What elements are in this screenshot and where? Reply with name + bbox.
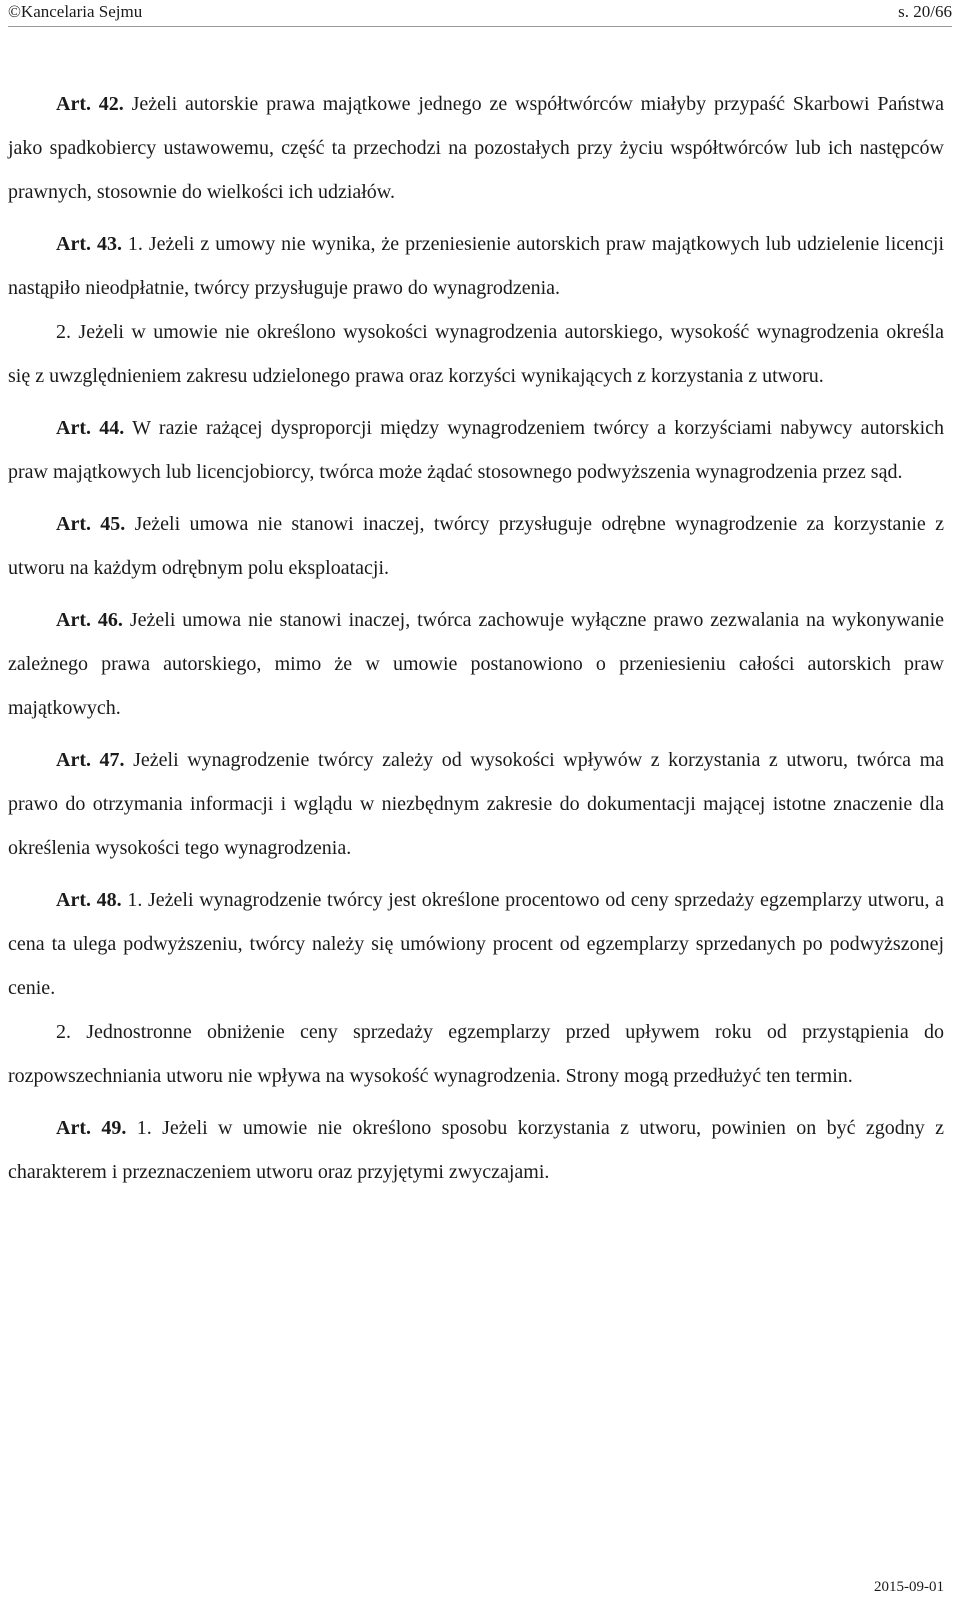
article-48-para-1 — [8, 878, 944, 1010]
page-header — [8, 0, 952, 27]
article-46 — [8, 598, 944, 730]
article-label: Art. 45. — [56, 513, 126, 535]
article-text: 2. Jeżeli w umowie nie określono wysokości wynagrodzenia autorskiego, wysokość wynagrodzenia określa się z uwzględnieniem zakresu udzielonego prawa oraz korzyści wynikających z korzystania z utworu. — [8, 321, 944, 387]
article-label: Art. 42. — [56, 93, 124, 115]
article-label: Art. 48. — [56, 889, 122, 911]
copyright-label: ©Kancelaria Sejmu — [8, 2, 143, 21]
article-text: 1. Jeżeli z umowy nie wynika, że przeniesienie autorskich praw majątkowych lub udzielenie licencji nastąpiło nieodpłatnie, twórcy przysługuje prawo do wynagrodzenia. — [8, 233, 945, 299]
article-text: W razie rażącej dysproporcji między wynagrodzeniem twórcy a korzyściami nabywcy autorskich praw majątkowych lub licencjobiorcy, twórca może żądać stosownego podwyższenia wynagrodzenia przez sąd. — [8, 417, 944, 483]
article-text: 1. Jeżeli wynagrodzenie twórcy jest określone procentowo od ceny sprzedaży egzemplarzy utworu, a cena ta ulega podwyższeniu, twórcy należy się umówiony procent od egzemplarzy sprzedanych po podwyższonej cenie. — [8, 889, 945, 999]
article-42 — [8, 82, 944, 214]
article-label: Art. 49. — [56, 1117, 127, 1139]
article-label: Art. 46. — [56, 609, 123, 631]
footer-date: 2015-09-01 — [874, 1579, 944, 1595]
article-49 — [8, 1106, 944, 1194]
page-number: s. 20/66 — [898, 2, 952, 21]
article-43-para-2 — [8, 310, 944, 398]
document-body — [8, 82, 944, 1194]
article-45 — [8, 502, 944, 590]
article-text: Jeżeli umowa nie stanowi inaczej, twórcy przysługuje odrębne wynagrodzenie za korzystanie z utworu na każdym odrębnym polu eksploatacji. — [8, 513, 944, 579]
article-48-para-2 — [8, 1010, 944, 1098]
article-text: 1. Jeżeli w umowie nie określono sposobu korzystania z utworu, powinien on być zgodny z charakterem i przeznaczeniem utworu oraz przyjętymi zwyczajami. — [8, 1117, 944, 1183]
article-text: Jeżeli autorskie prawa majątkowe jednego ze współtwórców miałyby przypaść Skarbowi Państwa jako spadkobiercy ustawowemu, część ta przechodzi na pozostałych przy życiu współtwórców lub ich następców prawnych, stosownie do wielkości ich udziałów. — [8, 93, 944, 203]
article-text: Jeżeli wynagrodzenie twórcy zależy od wysokości wpływów z korzystania z utworu, twórca ma prawo do otrzymania informacji i wglądu w niezbędnym zakresie do dokumentacji mającej istotne znaczenie dla określenia wysokości tego wynagrodzenia. — [8, 749, 945, 859]
article-text: 2. Jednostronne obniżenie ceny sprzedaży egzemplarzy przed upływem roku od przystąpienia do rozpowszechniania utworu nie wpływa na wysokość wynagrodzenia. Strony mogą przedłużyć ten termin. — [8, 1021, 944, 1087]
article-43-para-1 — [8, 222, 944, 310]
article-47 — [8, 738, 944, 870]
article-label: Art. 47. — [56, 749, 125, 771]
article-text: Jeżeli umowa nie stanowi inaczej, twórca zachowuje wyłączne prawo zezwalania na wykonywanie zależnego prawa autorskiego, mimo że w umowie postanowiono o przeniesieniu całości autorskich praw majątkowych. — [8, 609, 945, 719]
article-label: Art. 43. — [56, 233, 122, 255]
article-label: Art. 44. — [56, 417, 125, 439]
article-44 — [8, 406, 944, 494]
